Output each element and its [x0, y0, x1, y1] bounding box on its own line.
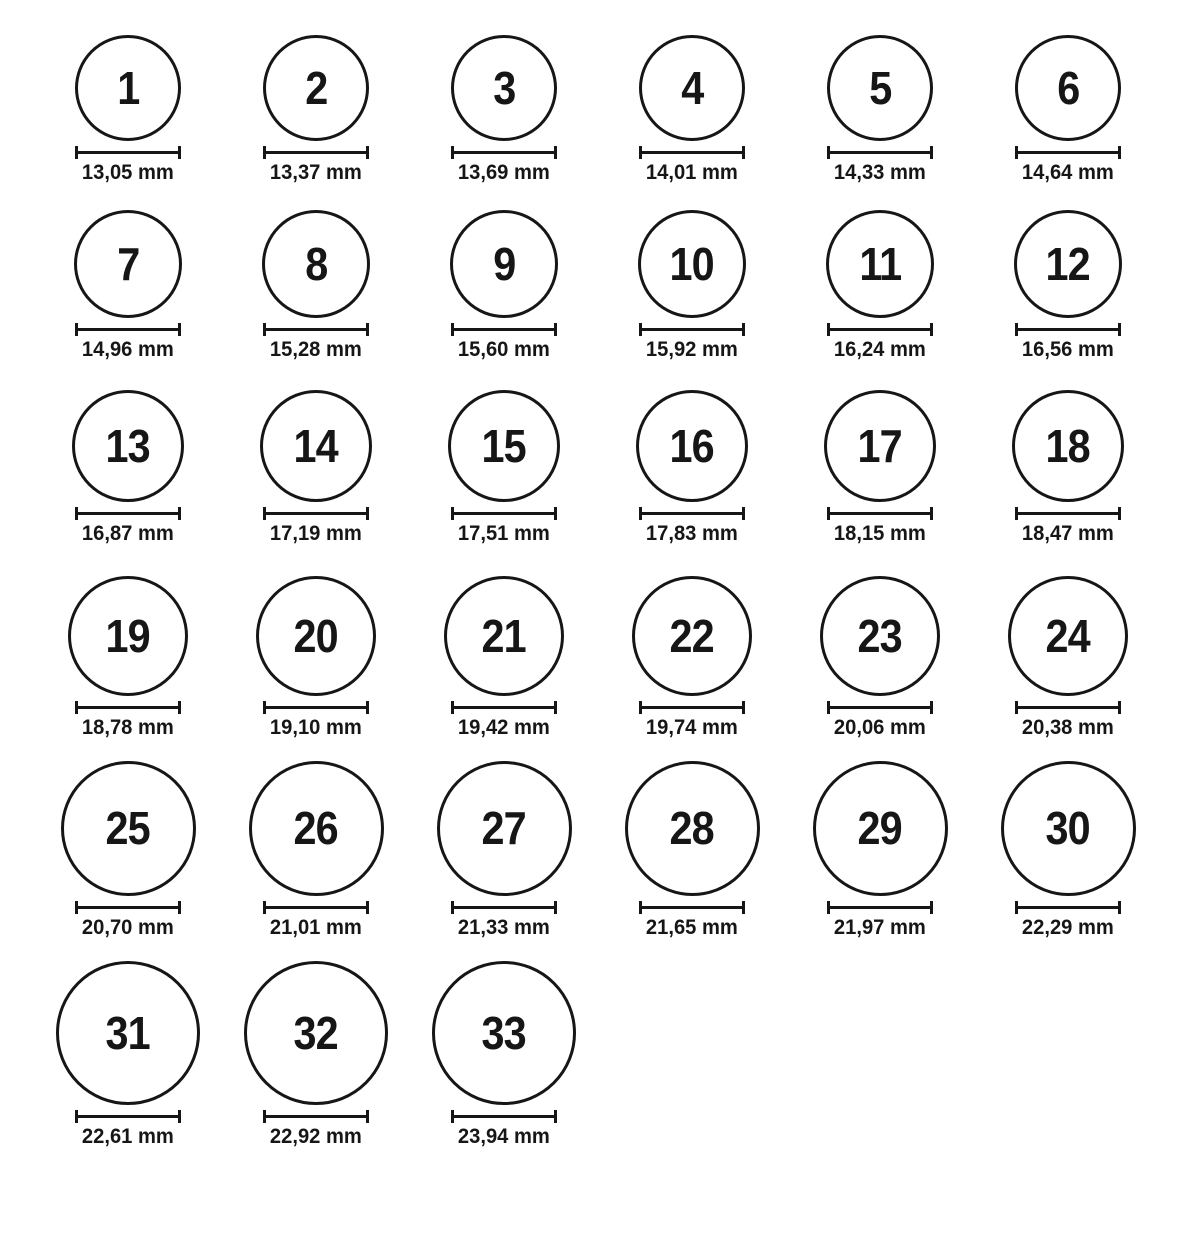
ring-size-number: 33	[481, 1007, 527, 1060]
ring-circle	[827, 35, 933, 141]
diameter-label: 13,37 mm	[270, 161, 362, 184]
measure-end-tick	[554, 323, 557, 336]
measure-end-tick	[554, 1110, 557, 1123]
ring-circle	[450, 210, 558, 318]
diameter-label: 22,29 mm	[1022, 915, 1114, 939]
measure-bar	[830, 706, 930, 709]
ring-size-cell	[34, 390, 222, 546]
ring-circle	[1014, 210, 1122, 318]
measure-end-tick	[742, 507, 745, 520]
ring-size-cell	[974, 35, 1162, 185]
diameter-label: 19,10 mm	[270, 716, 362, 740]
diameter-measure-line	[263, 146, 369, 159]
chart-row	[34, 961, 1200, 1149]
ring-size-number: 24	[1045, 610, 1091, 663]
ring-size-number: 7	[116, 237, 140, 290]
ring-size-cell	[410, 961, 598, 1149]
measure-bar	[78, 151, 178, 154]
diameter-label: 17,19 mm	[270, 522, 362, 546]
diameter-measure-line	[75, 507, 181, 520]
ring-size-cell	[598, 576, 786, 740]
diameter-label: 15,60 mm	[458, 337, 550, 361]
diameter-label: 16,24 mm	[834, 337, 926, 361]
measure-end-tick	[178, 1110, 181, 1123]
measure-end-tick	[1118, 146, 1121, 159]
measure-end-tick	[366, 901, 369, 914]
ring-size-cell	[410, 35, 598, 185]
ring-size-chart	[0, 35, 1200, 1149]
measure-bar	[454, 512, 554, 515]
measure-end-tick	[178, 901, 181, 914]
measure-end-tick	[178, 507, 181, 520]
diameter-measure-line	[639, 323, 745, 336]
measure-bar	[830, 906, 930, 909]
measure-end-tick	[178, 146, 181, 159]
diameter-label: 22,61 mm	[82, 1125, 174, 1149]
diameter-label: 15,28 mm	[270, 337, 362, 361]
diameter-label: 18,47 mm	[1022, 522, 1114, 546]
ring-size-cell	[974, 390, 1162, 546]
measure-bar	[454, 1115, 554, 1118]
diameter-measure-line	[75, 323, 181, 336]
measure-bar	[1018, 328, 1118, 331]
measure-end-tick	[930, 901, 933, 914]
ring-circle	[813, 761, 948, 896]
diameter-measure-line	[639, 507, 745, 520]
measure-bar	[78, 328, 178, 331]
diameter-measure-line	[75, 1110, 181, 1123]
ring-size-cell	[974, 576, 1162, 740]
ring-circle	[451, 35, 557, 141]
diameter-measure-line	[827, 507, 933, 520]
diameter-label: 19,42 mm	[458, 716, 550, 740]
measure-bar	[642, 906, 742, 909]
diameter-label: 14,96 mm	[82, 337, 174, 361]
ring-size-cell	[410, 761, 598, 940]
ring-circle	[632, 576, 752, 696]
diameter-label: 18,78 mm	[82, 716, 174, 740]
ring-size-number: 30	[1045, 802, 1091, 855]
measure-end-tick	[554, 507, 557, 520]
diameter-measure-line	[75, 901, 181, 914]
measure-end-tick	[366, 701, 369, 714]
ring-circle	[262, 210, 370, 318]
ring-size-cell	[410, 210, 598, 362]
ring-size-cell	[598, 761, 786, 940]
diameter-measure-line	[451, 1110, 557, 1123]
ring-size-cell	[34, 576, 222, 740]
ring-size-cell	[598, 210, 786, 362]
diameter-label: 20,38 mm	[1022, 716, 1114, 740]
diameter-measure-line	[451, 323, 557, 336]
measure-bar	[78, 512, 178, 515]
chart-row	[34, 761, 1200, 940]
diameter-measure-line	[827, 323, 933, 336]
ring-circle	[74, 210, 182, 318]
diameter-measure-line	[263, 901, 369, 914]
diameter-label: 19,74 mm	[646, 716, 738, 740]
ring-size-cell	[974, 761, 1162, 940]
measure-bar	[454, 906, 554, 909]
diameter-measure-line	[263, 701, 369, 714]
measure-end-tick	[366, 146, 369, 159]
ring-circle	[260, 390, 372, 502]
measure-end-tick	[742, 701, 745, 714]
measure-bar	[1018, 706, 1118, 709]
ring-size-number: 14	[293, 420, 339, 473]
ring-circle	[1012, 390, 1124, 502]
ring-circle	[820, 576, 940, 696]
measure-bar	[454, 151, 554, 154]
diameter-measure-line	[1015, 507, 1121, 520]
measure-bar	[266, 512, 366, 515]
diameter-label: 15,92 mm	[646, 337, 738, 361]
ring-circle	[244, 961, 388, 1105]
measure-bar	[1018, 906, 1118, 909]
measure-end-tick	[742, 901, 745, 914]
diameter-measure-line	[827, 701, 933, 714]
diameter-measure-line	[451, 507, 557, 520]
ring-size-number: 11	[859, 237, 901, 290]
ring-size-cell	[598, 35, 786, 185]
measure-bar	[78, 906, 178, 909]
diameter-measure-line	[451, 146, 557, 159]
diameter-label: 23,94 mm	[458, 1125, 550, 1149]
diameter-label: 14,64 mm	[1022, 161, 1114, 184]
diameter-measure-line	[451, 701, 557, 714]
measure-end-tick	[1118, 901, 1121, 914]
diameter-label: 14,01 mm	[646, 161, 738, 184]
measure-end-tick	[366, 507, 369, 520]
measure-bar	[266, 706, 366, 709]
measure-bar	[78, 706, 178, 709]
diameter-label: 20,70 mm	[82, 915, 174, 939]
diameter-label: 21,65 mm	[646, 915, 738, 939]
measure-bar	[1018, 151, 1118, 154]
diameter-measure-line	[451, 901, 557, 914]
diameter-measure-line	[639, 901, 745, 914]
ring-size-number: 26	[293, 802, 339, 855]
ring-circle	[636, 390, 748, 502]
ring-circle	[432, 961, 576, 1105]
diameter-label: 21,97 mm	[834, 915, 926, 939]
ring-size-number: 20	[293, 610, 339, 663]
ring-size-cell	[222, 761, 410, 940]
ring-circle	[639, 35, 745, 141]
ring-size-cell	[222, 576, 410, 740]
measure-bar	[830, 512, 930, 515]
measure-end-tick	[366, 1110, 369, 1123]
ring-circle	[448, 390, 560, 502]
ring-size-cell	[34, 210, 222, 362]
ring-size-number: 19	[105, 610, 151, 663]
diameter-label: 16,87 mm	[82, 522, 174, 546]
diameter-measure-line	[75, 146, 181, 159]
diameter-measure-line	[639, 701, 745, 714]
ring-size-number: 23	[857, 610, 903, 663]
ring-size-number: 17	[857, 420, 903, 473]
diameter-label: 13,05 mm	[82, 161, 174, 184]
ring-size-cell	[222, 961, 410, 1149]
diameter-measure-line	[827, 146, 933, 159]
measure-bar	[266, 151, 366, 154]
ring-circle	[437, 761, 572, 896]
diameter-label: 22,92 mm	[270, 1125, 362, 1149]
measure-end-tick	[742, 323, 745, 336]
ring-size-cell	[786, 35, 974, 185]
ring-circle	[56, 961, 200, 1105]
measure-bar	[78, 1115, 178, 1118]
measure-bar	[454, 328, 554, 331]
ring-circle	[75, 35, 181, 141]
ring-circle	[638, 210, 746, 318]
measure-end-tick	[1118, 323, 1121, 336]
ring-size-cell	[34, 35, 222, 185]
ring-size-cell	[786, 576, 974, 740]
ring-circle	[444, 576, 564, 696]
ring-size-number: 1	[116, 62, 140, 114]
diameter-label: 18,15 mm	[834, 522, 926, 546]
diameter-measure-line	[1015, 701, 1121, 714]
measure-end-tick	[554, 146, 557, 159]
measure-end-tick	[930, 507, 933, 520]
diameter-measure-line	[1015, 146, 1121, 159]
ring-size-number: 2	[304, 62, 328, 114]
measure-bar	[830, 328, 930, 331]
ring-size-cell	[786, 761, 974, 940]
ring-circle	[61, 761, 196, 896]
ring-size-cell	[34, 761, 222, 940]
ring-size-number: 12	[1045, 237, 1091, 290]
measure-bar	[266, 328, 366, 331]
ring-size-cell	[410, 576, 598, 740]
diameter-label: 17,83 mm	[646, 522, 738, 546]
diameter-label: 20,06 mm	[834, 716, 926, 740]
ring-size-number: 27	[481, 802, 527, 855]
ring-size-number: 5	[868, 62, 892, 114]
ring-size-cell	[222, 210, 410, 362]
ring-size-number: 28	[669, 802, 715, 855]
ring-size-cell	[222, 390, 410, 546]
ring-size-number: 3	[492, 62, 516, 114]
diameter-measure-line	[1015, 323, 1121, 336]
ring-circle	[824, 390, 936, 502]
ring-size-cell	[34, 961, 222, 1149]
ring-size-number: 16	[669, 420, 715, 473]
measure-end-tick	[930, 146, 933, 159]
ring-circle	[1001, 761, 1136, 896]
chart-row	[34, 576, 1200, 740]
diameter-measure-line	[827, 901, 933, 914]
ring-size-number: 8	[304, 237, 328, 290]
measure-bar	[266, 1115, 366, 1118]
ring-circle	[249, 761, 384, 896]
measure-bar	[642, 512, 742, 515]
diameter-measure-line	[1015, 901, 1121, 914]
diameter-measure-line	[75, 701, 181, 714]
ring-size-number: 21	[481, 610, 527, 663]
ring-size-cell	[410, 390, 598, 546]
measure-end-tick	[1118, 507, 1121, 520]
measure-bar	[642, 151, 742, 154]
ring-size-cell	[786, 390, 974, 546]
ring-circle	[1008, 576, 1128, 696]
ring-circle	[68, 576, 188, 696]
ring-size-cell	[786, 210, 974, 362]
measure-end-tick	[930, 701, 933, 714]
ring-circle	[263, 35, 369, 141]
chart-row	[34, 390, 1200, 546]
measure-bar	[642, 706, 742, 709]
measure-bar	[830, 151, 930, 154]
diameter-measure-line	[263, 507, 369, 520]
ring-circle	[625, 761, 760, 896]
measure-end-tick	[1118, 701, 1121, 714]
measure-end-tick	[742, 146, 745, 159]
ring-size-cell	[222, 35, 410, 185]
chart-row	[34, 210, 1200, 362]
measure-end-tick	[554, 901, 557, 914]
ring-circle	[1015, 35, 1121, 141]
measure-end-tick	[366, 323, 369, 336]
ring-size-number: 15	[481, 420, 527, 473]
ring-circle	[826, 210, 934, 318]
diameter-measure-line	[263, 1110, 369, 1123]
measure-bar	[266, 906, 366, 909]
measure-bar	[454, 706, 554, 709]
ring-circle	[72, 390, 184, 502]
chart-row	[34, 35, 1200, 185]
ring-size-number: 22	[669, 610, 715, 663]
ring-size-number: 6	[1056, 62, 1080, 114]
ring-size-number: 9	[492, 237, 516, 290]
measure-bar	[1018, 512, 1118, 515]
ring-size-cell	[598, 390, 786, 546]
diameter-measure-line	[639, 146, 745, 159]
ring-size-number: 32	[293, 1007, 339, 1060]
diameter-label: 21,33 mm	[458, 915, 550, 939]
ring-size-number: 18	[1045, 420, 1091, 473]
measure-end-tick	[554, 701, 557, 714]
measure-bar	[642, 328, 742, 331]
measure-end-tick	[930, 323, 933, 336]
ring-size-number: 13	[105, 420, 151, 473]
diameter-measure-line	[263, 323, 369, 336]
ring-circle	[256, 576, 376, 696]
ring-size-number: 31	[105, 1007, 151, 1060]
ring-size-number: 29	[857, 802, 903, 855]
ring-size-number: 10	[669, 237, 715, 290]
measure-end-tick	[178, 701, 181, 714]
ring-size-number: 25	[105, 802, 151, 855]
measure-end-tick	[178, 323, 181, 336]
diameter-label: 17,51 mm	[458, 522, 550, 546]
diameter-label: 21,01 mm	[270, 915, 362, 939]
diameter-label: 14,33 mm	[834, 161, 926, 184]
ring-size-number: 4	[680, 62, 704, 114]
ring-size-cell	[974, 210, 1162, 362]
diameter-label: 13,69 mm	[458, 161, 550, 184]
diameter-label: 16,56 mm	[1022, 337, 1114, 361]
